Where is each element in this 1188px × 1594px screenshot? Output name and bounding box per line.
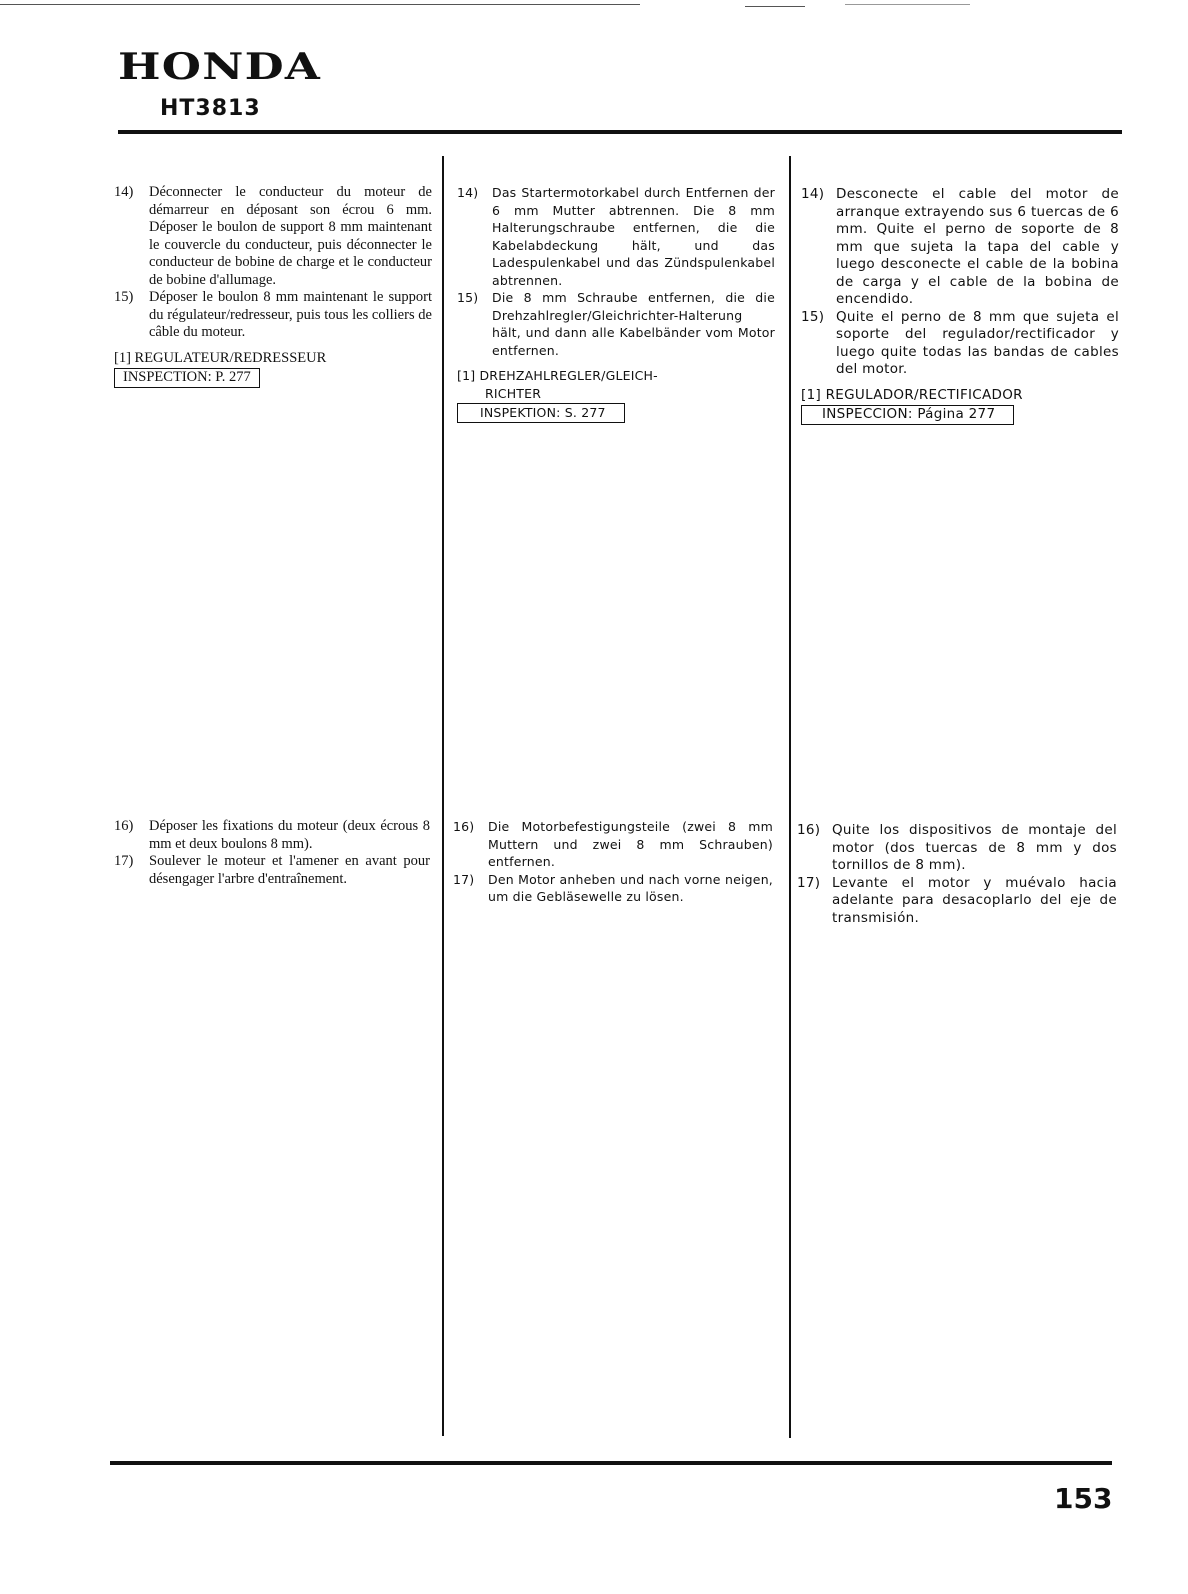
column-french-lower bbox=[114, 818, 430, 888]
list-item bbox=[114, 853, 430, 888]
column-german-lower bbox=[453, 818, 773, 906]
inspection-reference: INSPECCION: Página 277 bbox=[801, 405, 1014, 425]
item-text: Déposer les fixations du moteur (deux écrous 8 mm et deux boulons 8 mm). bbox=[149, 818, 430, 852]
item-number: 15) bbox=[457, 290, 479, 305]
top-scan-line bbox=[845, 4, 970, 5]
list-item bbox=[457, 289, 775, 359]
item-text: Quite los dispositivos de montaje del motor (dos tuercas de 8 mm y dos tornillos de 8 mm). bbox=[832, 822, 1117, 873]
section-heading: [1] REGULADOR/RECTIFICADOR bbox=[801, 386, 1023, 403]
item-text: Déposer le boulon 8 mm maintenant le support du régulateur/redresseur, puis tous les colliers de câble du moteur. bbox=[149, 289, 432, 340]
column-divider bbox=[442, 156, 444, 1436]
inspection-reference: INSPEKTION: S. 277 bbox=[457, 403, 625, 423]
column-french bbox=[114, 184, 432, 388]
model-number: HT3813 bbox=[160, 96, 261, 121]
section-heading-line: RICHTER bbox=[485, 385, 542, 401]
section-heading-line: [1] DREHZAHLREGLER/GLEICH- bbox=[457, 368, 658, 383]
item-text: Das Startermotorkabel durch Entfernen der 6 mm Mutter abtrennen. Die 8 mm Halterungschraube entfernen, die die Kabelabdeckung hält, und das Ladespulenkabel und das Zündspulenkabel abtrennen. bbox=[492, 185, 775, 288]
item-number: 16) bbox=[114, 818, 134, 834]
list-item bbox=[114, 818, 430, 853]
column-divider bbox=[789, 156, 791, 1438]
list-item bbox=[797, 822, 1117, 875]
item-number: 16) bbox=[453, 819, 475, 834]
item-text: Den Motor anheben und nach vorne neigen, um die Gebläsewelle zu lösen. bbox=[488, 871, 773, 904]
item-number: 17) bbox=[453, 871, 475, 887]
item-number: 15) bbox=[801, 308, 825, 325]
list-item bbox=[801, 309, 1119, 379]
item-text: Die Motorbefestigungsteile (zwei 8 mm Muttern und zwei 8 mm Schrauben) entfernen. bbox=[488, 819, 773, 869]
item-number: 16) bbox=[797, 822, 821, 838]
section-heading: [1] REGULATEUR/REDRESSEUR bbox=[114, 349, 327, 366]
header-rule bbox=[118, 130, 1122, 134]
list-item bbox=[457, 184, 775, 289]
column-spanish-lower bbox=[797, 822, 1117, 927]
brand-logo: HONDA bbox=[118, 46, 322, 88]
list-item bbox=[114, 289, 432, 342]
inspection-reference: INSPECTION: P. 277 bbox=[114, 368, 260, 388]
item-text: Déconnecter le conducteur du moteur de démarreur en déposant son écrou 6 mm. Déposer le boulon de support 8 mm maintenant le couvercle du conducteur, puis déconnecter le conducteur de bobine de charge et le conducteur de bobine d'allumage. bbox=[149, 184, 432, 288]
item-number: 15) bbox=[114, 289, 134, 305]
list-item bbox=[797, 875, 1117, 928]
item-text: Soulever le moteur et l'amener en avant pour désengager l'arbre d'entraînement. bbox=[149, 853, 430, 887]
list-item bbox=[453, 818, 773, 871]
page-number: 153 bbox=[1054, 1482, 1113, 1515]
top-scan-line bbox=[0, 4, 640, 5]
item-number: 14) bbox=[114, 184, 134, 200]
item-text: Quite el perno de 8 mm que sujeta el soporte del regulador/rectificador y luego quite todas las bandas de cables del motor. bbox=[836, 308, 1119, 377]
section-heading bbox=[457, 367, 775, 402]
item-number: 17) bbox=[797, 874, 821, 891]
item-number: 17) bbox=[114, 853, 134, 869]
list-item bbox=[801, 186, 1119, 309]
column-german bbox=[457, 184, 775, 423]
footer-rule bbox=[110, 1461, 1112, 1465]
list-item bbox=[114, 184, 432, 289]
column-spanish bbox=[801, 186, 1119, 425]
item-text: Desconecte el cable del motor de arranque extrayendo sus 6 tuercas de 6 mm. Quite el perno de soporte de 8 mm que sujeta la tapa del cable y luego desconecte el cable de la bobina de carga y el cable de la bobina de encendido. bbox=[836, 186, 1119, 307]
item-number: 14) bbox=[801, 186, 825, 202]
list-item bbox=[453, 871, 773, 906]
top-scan-line bbox=[745, 6, 805, 7]
item-text: Levante el motor y muévalo hacia adelante para desacoplarlo del eje de transmisión. bbox=[832, 874, 1117, 926]
item-text: Die 8 mm Schraube entfernen, die die Drehzahlregler/Gleichrichter-Halterung hält, und dann alle Kabelbänder vom Motor entfernen. bbox=[492, 290, 775, 358]
item-number: 14) bbox=[457, 185, 479, 200]
